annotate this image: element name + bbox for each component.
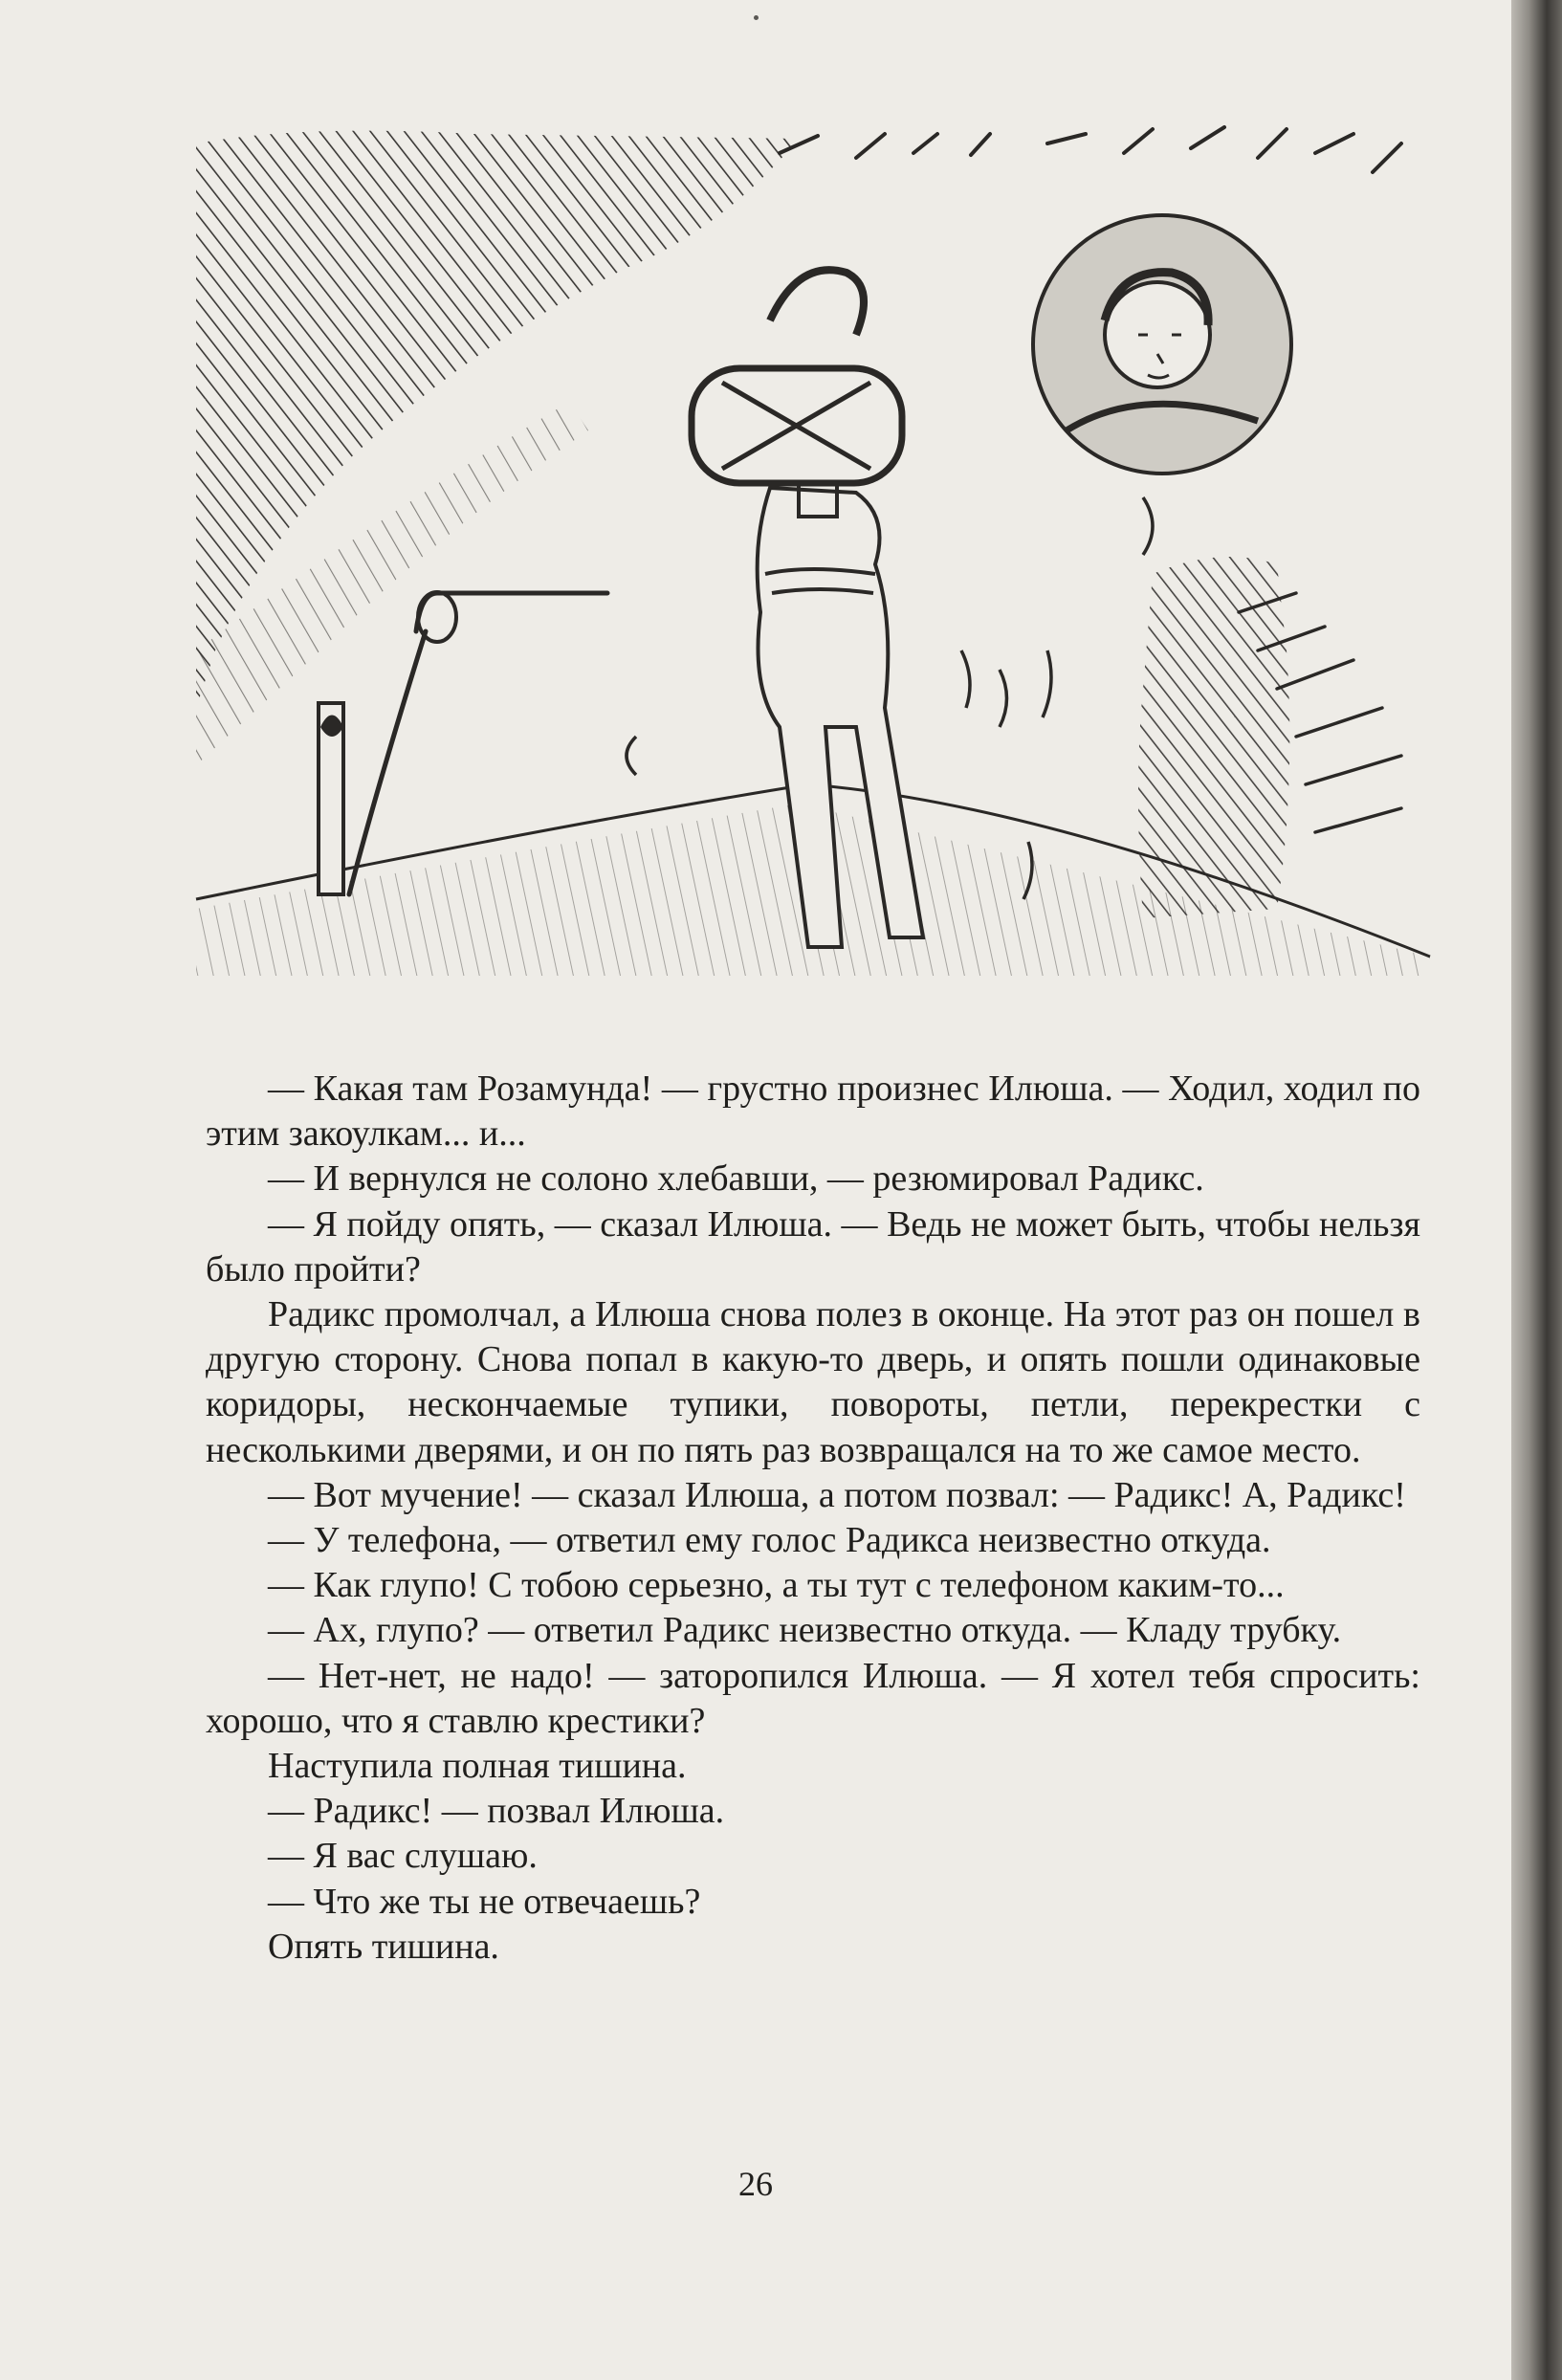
portrait-face	[1105, 282, 1210, 387]
paragraph: — Радикс! — позвал Илюша.	[268, 1791, 725, 1832]
paragraph: Наступила полная тишина.	[268, 1746, 687, 1787]
paragraph: Опять тишина.	[268, 1926, 499, 1967]
paragraph: — У телефона, — ответил ему голос Радикса неизвестно откуда.	[268, 1520, 1271, 1561]
paragraph: — Я вас слушаю.	[268, 1836, 538, 1877]
paragraph: — Ах, глупо? — ответил Радикс неизвестно откуда. — Кладу трубку.	[268, 1610, 1342, 1651]
print-speck	[754, 15, 759, 20]
paragraph: — Какая там Розамунда! — грустно произнес Илюша. — Ходил, ходил по этим закоулкам... и...	[206, 1069, 1420, 1155]
paragraph: Радикс промолчал, а Илюша снова полез в оконце. На этот раз он пошел в другую сторону. Снова попал в какую-то дверь, и опять пошли одинаковые коридоры, нескончаемые тупики, повороты, петли, перекрестки с несколькими дверями, и он по пять раз возвращался на то же самое место.	[206, 1294, 1420, 1470]
paragraph: — Вот мучение! — сказал Илюша, а потом позвал: — Радикс! А, Радикс!	[268, 1474, 1406, 1515]
top-strokes	[780, 127, 1401, 172]
paragraph: — Как глупо! С тобою серьезно, а ты тут с телефоном каким-то...	[268, 1565, 1285, 1606]
body-text	[206, 1067, 1420, 1970]
paragraph: — Что же ты не отвечаешь?	[268, 1881, 701, 1922]
book-binding-edge	[1511, 0, 1562, 2380]
right-shadow	[1138, 557, 1289, 918]
paragraph: — Нет-нет, не надо! — заторопился Илюша. — Я хотел тебя спросить: хорошо, что я ставлю крестики?	[206, 1655, 1420, 1741]
illustration	[187, 115, 1440, 976]
figure-hair	[770, 270, 864, 335]
paragraph: — И вернулся не солоно хлебавши, — резюмировал Радикс.	[268, 1158, 1204, 1200]
page-number: 26	[738, 2165, 773, 2203]
paragraph: — Я пойду опять, — сказал Илюша. — Ведь не может быть, чтобы нельзя было пройти?	[206, 1203, 1420, 1289]
